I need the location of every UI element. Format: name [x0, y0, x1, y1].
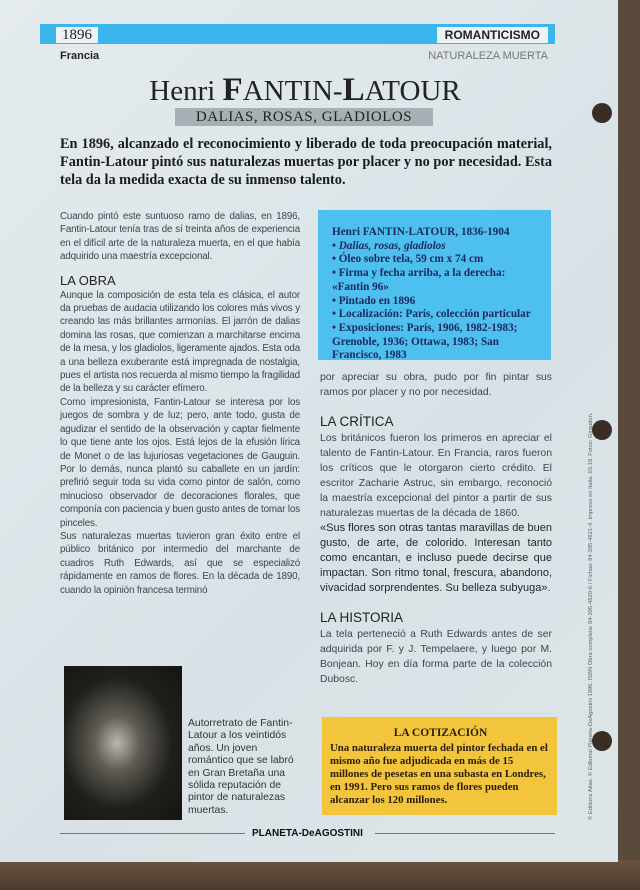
binder-hole — [592, 420, 612, 440]
cotizacion-box — [322, 717, 557, 815]
critic-quote: «Sus flores son otras tantas maravillas de buen gusto, de arte, de colorido. Interesan tanto como encantan, e incluso puede decirse que impactan. Son ritmo tonal, frescura, abandono, vivacidad sorprendentes. Su belleza subyuga». — [320, 522, 552, 594]
country-label: Francia — [60, 50, 100, 62]
year-label: 1896 — [56, 27, 98, 43]
info-heading: Henri FANTIN-LATOUR, 1836-1904 — [332, 226, 510, 238]
intro-paragraph: Cuando pintó este suntuoso ramo de dalias, en 1896, Fantin-Latour tenía tras de sí treinta años de experiencia en el difícil arte de la naturaleza muerta, en el que había adquirido una maestría excepcional. — [60, 211, 300, 263]
artwork-info-box — [318, 210, 551, 360]
page-title — [0, 72, 610, 109]
artwork-title: DALIAS, ROSAS, GLADIOLOS — [175, 108, 433, 126]
initial: F — [222, 72, 243, 108]
right-column — [320, 370, 552, 687]
info-item: • Pintado en 1896 — [332, 294, 416, 307]
continued-paragraph: por apreciar su obra, pudo por fin pintar sus ramos por placer y no por necesidad. — [320, 372, 552, 398]
section-heading-obra: LA OBRA — [60, 272, 116, 288]
info-item: • Firma y fecha arriba, a la derecha: «Fantin 96» — [332, 267, 506, 293]
portrait-caption: Autorretrato de Fantin-Latour a los veintidós años. Un joven romántico que se labró en Gran Bretaña una sólida reputación de pintor de naturalezas muertas. — [188, 718, 294, 816]
wood-background — [0, 860, 640, 890]
footer-divider — [60, 833, 245, 834]
self-portrait-image — [64, 666, 182, 820]
name-part: ATOUR — [364, 75, 461, 107]
credits-text: © Editions Atlas. © Editorial Planeta-DeAgostini 1996. ISBN Obra completa: 84-395-4820-6 / Fichas: 84-395-4821-4. Impreso en Italia. 03.19. Fotos: Giraudon. — [588, 412, 594, 820]
genre-label: NATURALEZA MUERTA — [428, 50, 548, 62]
first-name: Henri — [149, 75, 216, 107]
cotizacion-heading: LA COTIZACIÓN — [393, 727, 488, 739]
critica-paragraph: Los británicos fueron los primeros en apreciar el talento de Fantin-Latour. En Francia, raros fueron los críticos que le otorgaron cierto crédito. El escritor Zacharie Astruc, sin embargo, reconoció la maestría excepcional del pintor a partir de sus naturalezas muertas de la década de 1860. — [320, 433, 552, 519]
obra-paragraph: Como impresionista, Fantin-Latour se interesa por los juegos de sombra y de luz; pero, ante todo, gusta de agudizar el sentido de la observación y captar fielmente lo que tiene ante los ojos. Está lejos de la efusión lírica de Monet o de las lujuriosas vegetaciones de Gauguin. Por lo demás, nunca plantó su caballete en un jardín: prefirió seguir toda su vida como pintor de salón, como minucioso observador de decoraciones florales, que componía con paciencia y buen gusto antes de tomar los pinceles. — [60, 396, 300, 529]
left-column — [60, 210, 300, 597]
info-item: • Óleo sobre tela, 59 cm x 74 cm — [332, 253, 484, 266]
lead-paragraph: En 1896, alcanzado el reconocimiento y liberado de toda preocupación material, Fantin-Latour pintó sus naturalezas muertas por placer y no por necesidad. Esta tela da la medida exacta de su inmenso talento. — [60, 136, 552, 188]
section-heading-critica: LA CRÍTICA — [320, 414, 394, 429]
info-item: • Localización: París, colección particular — [332, 308, 531, 321]
footer-divider — [375, 833, 555, 834]
cotizacion-text: Una naturaleza muerta del pintor fechada en el mismo año fue adjudicada en más de 15 millones de pesetas en una subasta en Londres, en 1991. Pero sus ramos de flores pueden alcanzar los 120 millones. — [330, 742, 548, 806]
historia-paragraph: La tela perteneció a Ruth Edwards antes de ser adquirida por F. y J. Tempelaere, y luego por M. Bonjean. Hoy en día forma parte de la colección Dubosc. — [320, 629, 552, 685]
name-part: ANTIN- — [242, 75, 343, 107]
info-item: • Exposiciones: París, 1906, 1982-1983; Grenoble, 1936; Ottawa, 1983; San Francisco, 1983 — [332, 321, 518, 362]
info-item: • Dalias, rosas, gladiolos — [332, 239, 446, 252]
movement-label: ROMANTICISMO — [437, 27, 548, 43]
binder-hole — [592, 731, 612, 751]
obra-paragraph: Sus naturalezas muertas tuvieron gran éxito entre el público británico por intermedio del marchante de cuadros Ruth Edwards, así que se especializó rápidamente en ramos de flores. En la década de 1890, cuando la opinión francesa terminó — [60, 530, 300, 596]
initial: L — [342, 72, 365, 108]
publisher-logo: PLANETA-DeAGOSTINI — [252, 828, 363, 839]
section-heading-historia: LA HISTORIA — [320, 610, 404, 625]
obra-paragraph: Aunque la composición de esta tela es clásica, el autor da pruebas de audacia utilizando los colores más vivos y creando las más brillantes armonías. El jarrón de dalias domina las rosas, que comienzan a marchitarse encima de la mesa, y los gladiolos, ligeramente ajados. Esta oda a una belleza exuberante está impregnada de nostalgia, pues el artista nos recuerda al mismo tiempo la fragilidad de la belleza y su carácter efímero. — [60, 289, 300, 395]
